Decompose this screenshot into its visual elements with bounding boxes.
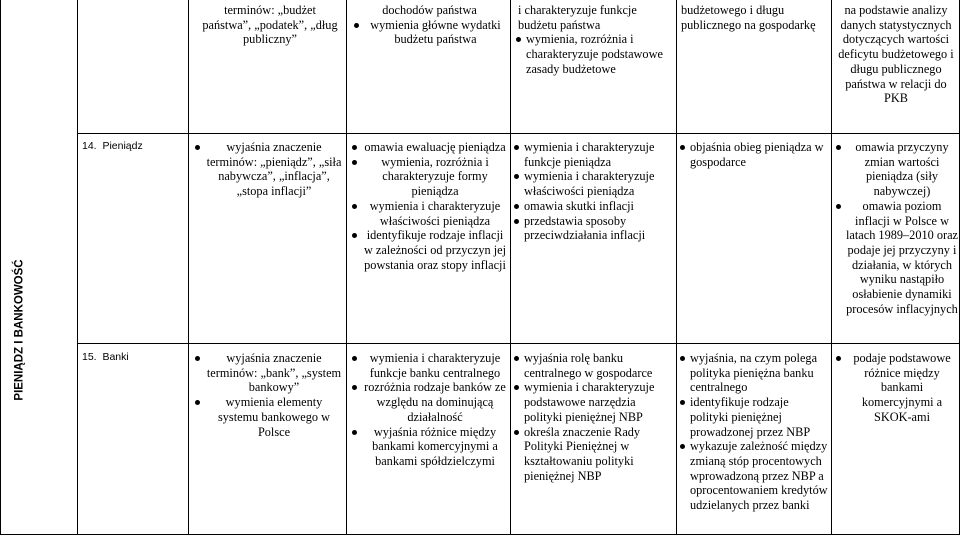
top-col4: i charakteryzuje funkcje budżetu państwa wymienia, rozróżnia i charakteryzuje podstawowe zasady budżetowe: [518, 3, 663, 76]
row-15-col4: wyjaśnia rolę banku centralnego w gospodarce wymienia i charakteryzuje podstawowe narzędzia polityki pieniężnej NBP określa znaczenie Rady Polityki Pieniężnej w kształtowaniu polityki pieniężnej NBP: [512, 351, 672, 483]
row-14-col2: wyjaśnia znaczenie terminów: „pieniądz”, „siła nabywcza”, „inflacja”, „stopa inflacji”: [193, 140, 343, 199]
row-15-col3: wymienia i charakteryzuje funkcje banku centralnego rozróżnia rodzaje banków ze względu na dominującą działalność wyjaśnia różnice między bankami komercyjnymi a bankami spółdzielczymi: [350, 351, 508, 469]
row-15-col5: wyjaśnia, na czym polega polityka pieniężna banku centralnego identyfikuje rodzaje polityki pieniężnej prowadzonej przez NBP wykazuje zależność między zmianą stóp procentowych wprowadzoną przez NBP a oprocentowaniem kredytów udzielanych przez banki: [678, 351, 828, 513]
row-14-topic: 14. Pieniądz: [82, 140, 143, 152]
top-col5: budżetowego i długu publicznego na gospodarkę: [681, 3, 816, 32]
row-15-col6: podaje podstawowe różnice między bankami komercyjnymi a SKOK-ami: [834, 351, 958, 425]
row-14-col6: omawia przyczyny zmian wartości pieniądza (siły nabywczej) omawia poziom inflacji w Polsce w latach 1989–2010 oraz podaje jej przyczyny i działania, w których wyniku nastąpiło osłabienie dynamiki procesów inflacyjnych: [834, 140, 958, 316]
top-col3: dochodów państwa wymienia główne wydatki budżetu państwa: [352, 3, 507, 47]
row-14-col5: objaśnia obieg pieniądza w gospodarce: [678, 140, 826, 169]
row-15-topic: 15. Banki: [82, 351, 129, 363]
top-col6: na podstawie analizy danych statystycznych dotyczących wartości deficytu budżetowego i długu publicznego państwa w relacji do PKB: [838, 3, 954, 106]
row-15-col2: wyjaśnia znaczenie terminów: „bank”, „system bankowy” wymienia elementy systemu bankowego w Polsce: [193, 351, 343, 439]
row-14-col3: omawia ewaluację pieniądza wymienia, rozróżnia i charakteryzuje formy pieniądza wymienia i charakteryzuje właściwości pieniądza identyfikuje rodzaje inflacji w zależności od przyczyn jej powstania oraz stopy inflacji: [350, 140, 508, 272]
section-label: PIENIĄDZ I BANKOWOŚĆ: [14, 259, 27, 401]
row-14-col4: wymienia i charakteryzuje funkcje pieniądza wymienia i charakteryzuje właściwości pieniądza omawia skutki inflacji przedstawia sposoby przeciwdziałania inflacji: [512, 140, 672, 243]
top-col2: terminów: „budżet państwa”, „podatek”, „dług publiczny”: [202, 3, 338, 47]
